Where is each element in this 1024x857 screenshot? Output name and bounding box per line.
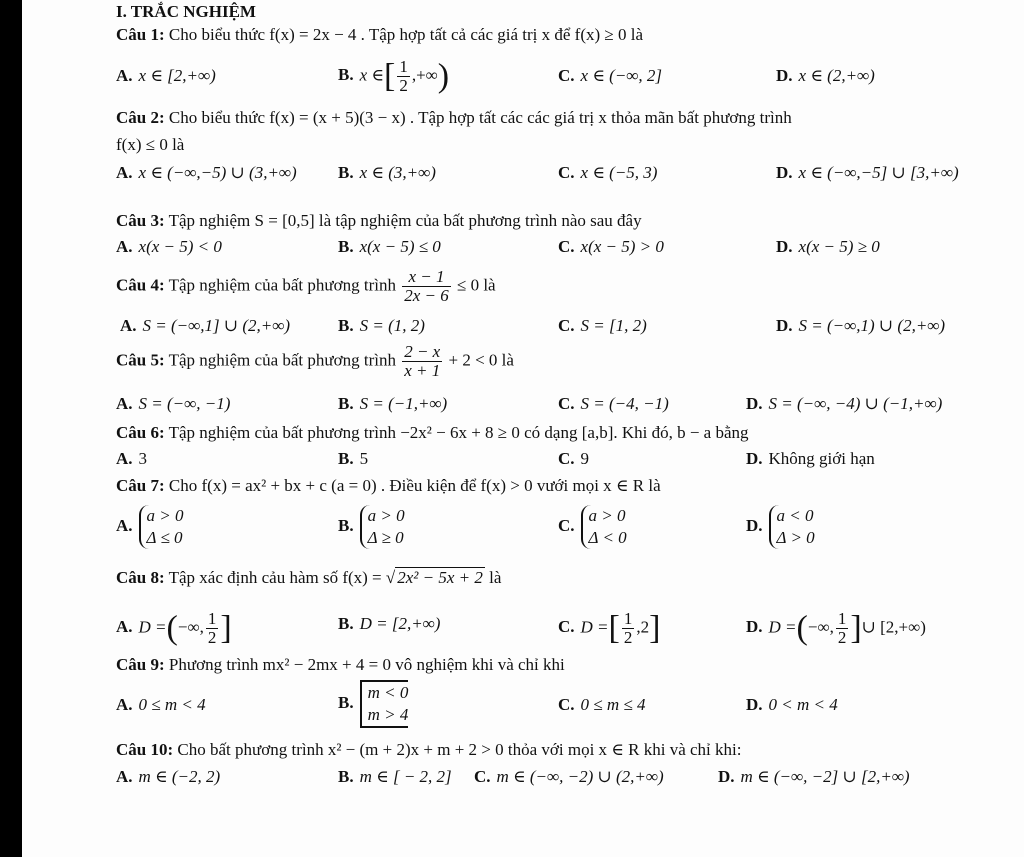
q1-text: Cho biểu thức f(x) = 2x − 4 . Tập hợp tất cả các giá trị x để f(x) ≥ 0 là (168, 25, 643, 44)
q3-text: Tập nghiệm S = [0,5] là tập nghiệm của bất phương trình nào sau đây (168, 211, 642, 230)
q6-option-b[interactable]: B. 5 (338, 449, 369, 468)
q4-label: Câu 4: (116, 275, 165, 295)
section-title: I. TRẮC NGHIỆM (116, 2, 256, 21)
q4-option-c[interactable]: C. S = [1, 2) (558, 316, 647, 335)
q9-text: Phương trình mx² − 2mx + 4 = 0 vô nghiệm khi và chỉ khi (168, 655, 565, 674)
q2-option-c[interactable]: C. x ∈ (−5, 3) (558, 163, 658, 182)
q5-tail: + 2 < 0 là (448, 350, 514, 370)
q1-label: Câu 1: (116, 25, 165, 44)
q1-option-c[interactable]: C. x ∈ (−∞, 2] (558, 66, 663, 85)
q6-option-d[interactable]: D. Không giới hạn (746, 449, 875, 468)
q4-tail: ≤ 0 là (456, 275, 496, 295)
q2-label: Câu 2: (116, 108, 165, 127)
q7-option-c[interactable]: C. a > 0 Δ < 0 (558, 506, 627, 547)
q3-option-c[interactable]: C. x(x − 5) > 0 (558, 237, 664, 256)
q1-option-a[interactable]: A. x ∈ [2,+∞) (116, 66, 216, 85)
question-4 (116, 268, 496, 305)
question-3 (116, 211, 642, 231)
q5-option-b[interactable]: B. S = (−1,+∞) (338, 394, 448, 413)
q5-fraction: $\frac{2 - x}{x + 1}$ (404, 342, 441, 380)
q8-option-d[interactable]: D. D =(−∞, $\frac{1}{2}$ ]∪ [2,+∞) (746, 609, 926, 647)
q1-option-d[interactable]: D. x ∈ (2,+∞) (776, 66, 875, 85)
q10-label: Câu 10: (116, 740, 174, 759)
q4-option-b[interactable]: B. S = (1, 2) (338, 316, 425, 335)
q5-text: Tập nghiệm của bất phương trình (168, 350, 396, 370)
q4-option-d[interactable]: D. S = (−∞,1) ∪ (2,+∞) (776, 316, 946, 335)
q7-option-d[interactable]: D. a < 0 Δ > 0 (746, 506, 815, 547)
worksheet-page (22, 0, 1024, 857)
q3-option-a[interactable]: A. x(x − 5) < 0 (116, 237, 222, 256)
q4-text: Tập nghiệm của bất phương trình (168, 275, 396, 295)
q7-text: Cho f(x) = ax² + bx + c (a = 0) . Điều kiện để f(x) > 0 vưới mọi x ∈ R là (168, 476, 661, 495)
q9-option-a[interactable]: A. 0 ≤ m < 4 (116, 695, 206, 714)
q9-label: Câu 9: (116, 655, 165, 674)
q3-label: Câu 3: (116, 211, 165, 230)
question-7 (116, 476, 661, 496)
q10-text: Cho bất phương trình x² − (m + 2)x + m + 2 > 0 thỏa với mọi x ∈ R khi và chỉ khi: (177, 740, 742, 759)
q8-root: 2x² − 5x + 2 (397, 568, 483, 587)
q5-option-c[interactable]: C. S = (−4, −1) (558, 394, 669, 413)
q9-option-d[interactable]: D. 0 < m < 4 (746, 695, 838, 714)
q3-option-b[interactable]: B. x(x − 5) ≤ 0 (338, 237, 441, 256)
q5-option-d[interactable]: D. S = (−∞, −4) ∪ (−1,+∞) (746, 394, 943, 413)
q1-option-b[interactable]: B. x ∈[ $\frac{1}{2}$ ,+∞) (338, 57, 450, 95)
q10-option-b[interactable]: B. m ∈ [ − 2, 2] (338, 767, 452, 786)
q9-option-c[interactable]: C. 0 ≤ m ≤ 4 (558, 695, 646, 714)
question-5 (116, 343, 514, 380)
q5-label: Câu 5: (116, 350, 165, 370)
question-9 (116, 655, 565, 675)
q7-option-b[interactable]: B. a > 0 Δ ≥ 0 (338, 506, 405, 547)
q10-option-a[interactable]: A. m ∈ (−2, 2) (116, 767, 221, 786)
q2-option-a[interactable]: A. x ∈ (−∞,−5) ∪ (3,+∞) (116, 163, 297, 182)
q2-text-cont: f(x) ≤ 0 là (116, 135, 185, 154)
q3-option-d[interactable]: D. x(x − 5) ≥ 0 (776, 237, 880, 256)
q8-tail: là (489, 568, 502, 587)
q2-option-d[interactable]: D. x ∈ (−∞,−5] ∪ [3,+∞) (776, 163, 959, 182)
question-1 (116, 25, 643, 45)
q6-text: Tập nghiệm của bất phương trình −2x² − 6x + 8 ≥ 0 có dạng [a,b]. Khi đó, b − a bằng (168, 423, 749, 442)
q5-option-a[interactable]: A. S = (−∞, −1) (116, 394, 231, 413)
q7-option-a[interactable]: A. a > 0 Δ ≤ 0 (116, 506, 184, 547)
q6-option-c[interactable]: C. 9 (558, 449, 590, 468)
q7-label: Câu 7: (116, 476, 165, 495)
q2-text: Cho biểu thức f(x) = (x + 5)(3 − x) . Tập hợp tất các các giá trị x thỏa mãn bất phương trình (168, 108, 792, 127)
question-6 (116, 423, 749, 443)
q8-label: Câu 8: (116, 568, 165, 587)
question-8 (116, 568, 501, 588)
q9-option-b[interactable]: B. m < 0 m > 4 (338, 680, 408, 728)
q10-option-d[interactable]: D. m ∈ (−∞, −2] ∪ [2,+∞) (718, 767, 910, 786)
sqrt-icon: √ (385, 568, 396, 587)
q8-option-c[interactable]: C. D =[ $\frac{1}{2}$ ,2] (558, 609, 661, 647)
q8-text: Tập xác định cảu hàm số f(x) = (168, 568, 382, 587)
q4-option-a[interactable]: A. S = (−∞,1] ∪ (2,+∞) (120, 316, 291, 335)
q6-option-a[interactable]: A. 3 (116, 449, 148, 468)
q10-option-c[interactable]: C. m ∈ (−∞, −2) ∪ (2,+∞) (474, 767, 664, 786)
question-10 (116, 740, 741, 760)
q6-label: Câu 6: (116, 423, 165, 442)
q4-fraction: $\frac{x - 1}{2x - 6}$ (404, 267, 449, 305)
question-2 (116, 108, 792, 128)
q8-option-b[interactable]: B. D = [2,+∞) (338, 614, 441, 633)
q2-option-b[interactable]: B. x ∈ (3,+∞) (338, 163, 436, 182)
q8-option-a[interactable]: A. D =(−∞, $\frac{1}{2}$ ] (116, 609, 232, 647)
